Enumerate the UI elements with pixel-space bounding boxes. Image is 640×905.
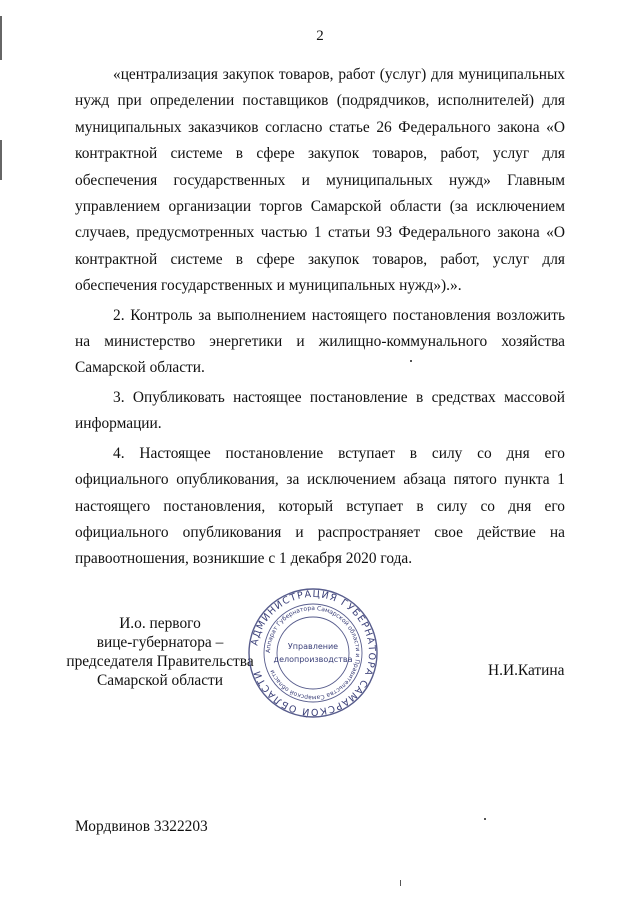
scan-speck [484,818,486,820]
signatory-title-line: Самарской области [96,672,223,689]
signatory-name: Н.И.Катина [488,662,565,679]
page-number: 2 [316,28,324,44]
stamp-center-line: делопроизводства [273,655,353,664]
paragraph-3: 3. Опубликовать настоящее постановление в средствах массовой информации. [75,388,565,433]
signatory-title-line: И.о. первого [119,615,201,632]
document-body [75,62,565,576]
official-stamp [247,587,379,719]
paragraph-1-continuation: «централизация закупок товаров, работ (услуг) для муниципальных нужд при определении поставщиков (подрядчиков, исполнителей) для муниципальных заказчиков согласно статье 26 Федерального закона «О контрактной системе в сфере закупок товаров, работ, услуг для обеспечения государственных и муниципальных нужд» Главным управлением организации торгов Самарской области (за исключением случаев, предусмотренных частью 1 статьи 93 Федерального закона «О контрактной системе в сфере закупок товаров, работ, услуг для обеспечения государственных и муниципальных нужд»).». [75,66,565,295]
signatory-title [60,614,260,690]
stamp-center-line: Управление [287,642,339,651]
stamp-inner-text: Аппарат Губернатора Самарской области и Правительства Самарской области [264,604,362,702]
executor-note: Мордвинов 3322203 [75,818,208,835]
scan-speck [410,360,412,362]
stamp-outer-text: АДМИНИСТРАЦИЯ ГУБЕРНАТОРА САМАРСКОЙ ОБЛАСТИ [249,588,378,718]
paragraph-2: 2. Контроль за выполнением настоящего постановления возложить на министерство энергетики и жилищно-коммунального хозяйства Самарской области. [75,306,565,377]
scan-speck [400,880,401,886]
signatory-title-line: вице-губернатора – [96,634,224,651]
scan-edge-mark [0,140,2,180]
paragraph-4: 4. Настоящее постановление вступает в силу со дня его официального опубликования, за исключением абзаца пятого пункта 1 настоящего постановления, который вступает в силу со дня его официального опубликования и распространяет свое действие на правоотношения, возникшие с 1 декабря 2020 года. [75,444,565,568]
signatory-title-line: председателя Правительства [66,653,254,670]
